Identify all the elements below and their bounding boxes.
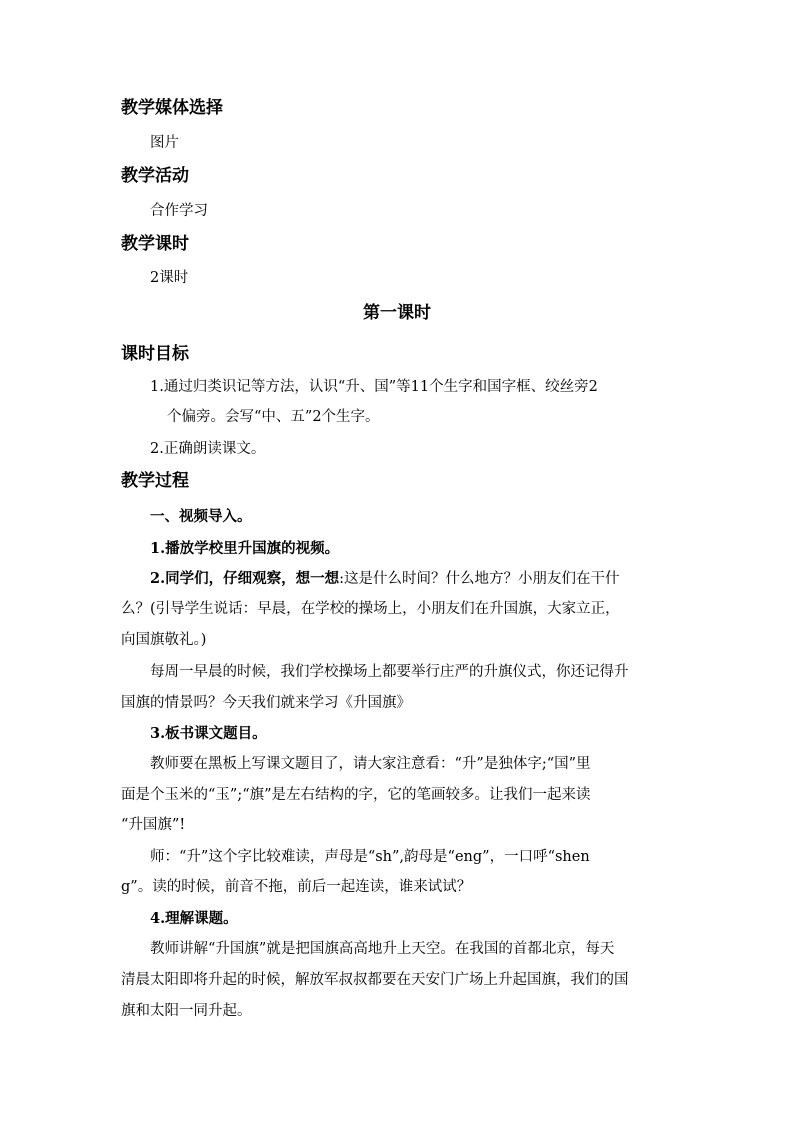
paragraph-1-line-2: 国旗的情景吗？今天我们就来学习《升国旗》	[121, 695, 411, 711]
step-1-item-2-line-3: 向国旗敬礼。)	[121, 632, 207, 648]
paragraph-3-line-2: g”。读的时候，前音不拖，前后一起连读，谁来试试？	[121, 879, 472, 895]
step-1-item-2-bold: 2.同学们，仔细观察，想一想	[150, 570, 340, 587]
objective-2: 2.正确朗读课文。	[150, 441, 266, 457]
process-heading: 教学过程	[121, 471, 189, 491]
activity-heading: 教学活动	[121, 166, 189, 186]
paragraph-4-line-1: 教师讲解“升国旗”就是把国旗高高地升上天空。在我国的首都北京，每天	[150, 941, 615, 957]
hours-value: 2课时	[150, 270, 189, 286]
paragraph-4-line-2: 清晨太阳即将升起的时候，解放军叔叔都要在天安门广场上升起国旗，我们的国	[121, 972, 629, 988]
media-heading: 教学媒体选择	[121, 98, 223, 118]
hours-heading: 教学课时	[121, 234, 189, 254]
step-1-title: 一、视频导入。	[150, 508, 252, 525]
lesson-title: 第一课时	[363, 303, 431, 323]
step-1-item-2-rest: :这是什么时间？什么地方？小朋友们在干什	[339, 571, 620, 587]
step-1-item-1: 1.播放学校里升国旗的视频。	[150, 540, 340, 557]
step-3-title: 3.板书课文题目。	[150, 725, 267, 742]
paragraph-1-line-1: 每周一早晨的时候，我们学校操场上都要举行庄严的升旗仪式，你还记得升	[150, 664, 629, 680]
objective-1-line-1: 1.通过归类识记等方法，认识“升、国”等11个生字和国字框、绞丝旁2	[150, 379, 598, 395]
step-1-item-2-line-2: 么？(引导学生说话：早晨，在学校的操场上，小朋友们在升国旗，大家立正，	[121, 601, 620, 617]
paragraph-2-line-3: “升国旗”!	[121, 817, 186, 833]
objectives-heading: 课时目标	[121, 344, 189, 364]
paragraph-2-line-2: 面是个玉米的“玉”;“旗”是左右结构的字，它的笔画较多。让我们一起来读	[121, 787, 591, 803]
paragraph-4-line-3: 旗和太阳一同升起。	[121, 1003, 252, 1019]
step-1-item-2	[150, 568, 620, 590]
activity-value: 合作学习	[150, 203, 208, 219]
step-4-title: 4.理解课题。	[150, 910, 238, 927]
media-value: 图片	[150, 135, 179, 151]
paragraph-3-line-1: 师：“升”这个字比较难读，声母是“sh”,韵母是“eng”，一口呼“shen	[150, 849, 590, 865]
objective-1-line-2: 个偏旁。会写“中、五”2个生字。	[167, 409, 380, 425]
paragraph-2-line-1: 教师要在黑板上写课文题目了，请大家注意看：“升”是独体字;“国”里	[150, 756, 591, 772]
